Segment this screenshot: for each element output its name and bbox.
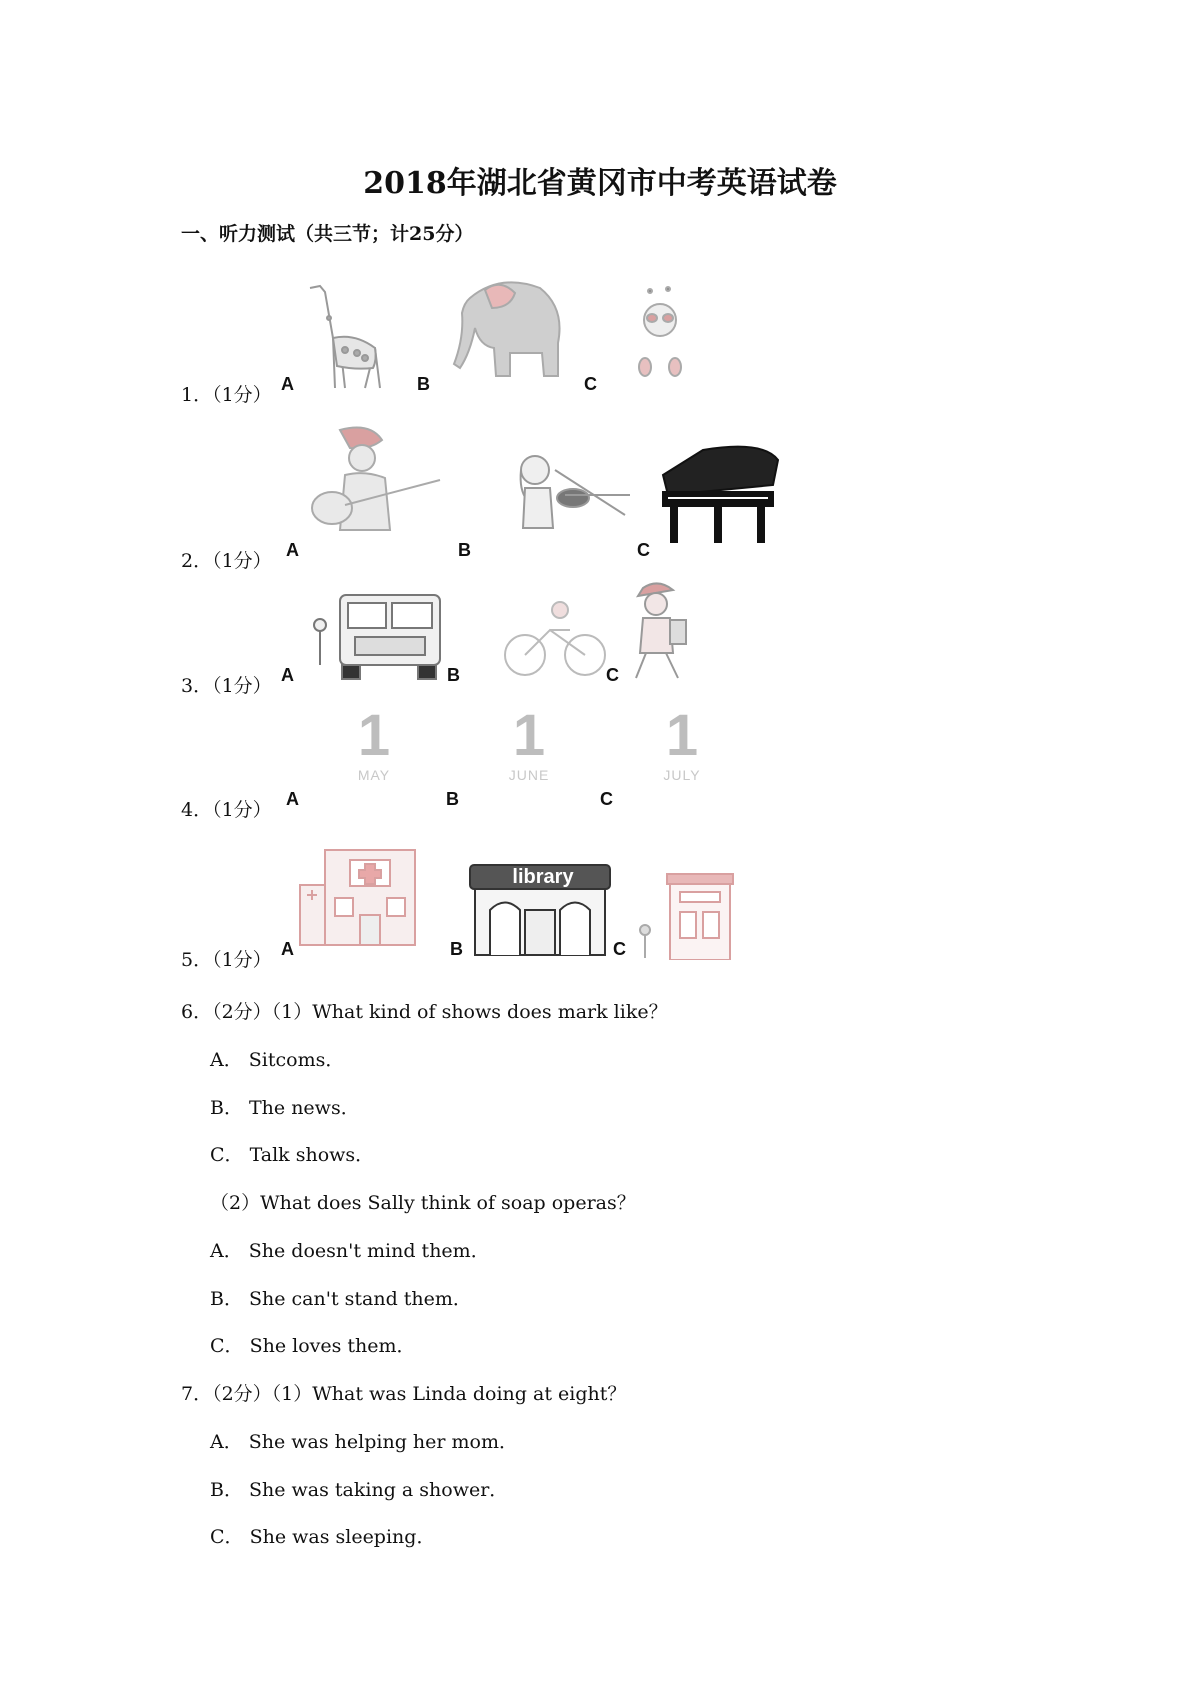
- q1-option-c: C: [584, 374, 597, 394]
- elephant-picture: [440, 268, 570, 383]
- calendar-june: [485, 705, 573, 795]
- calendar-june-day: 1: [512, 703, 546, 768]
- question-2-number: 2．（1分）: [181, 550, 272, 572]
- q1-option-a: A: [281, 374, 294, 394]
- q7-part1-option-c: C． She was sleeping．: [210, 1526, 436, 1548]
- question-5-number: 5．（1分）: [181, 949, 272, 971]
- q4-option-b: B: [446, 789, 459, 809]
- question-3-number: 3．（1分）: [181, 675, 272, 697]
- q6-part2-option-b: B． She can't stand them．: [210, 1288, 472, 1310]
- q6-part2-option-a: A． She doesn't mind them．: [210, 1240, 490, 1262]
- q4-option-a: A: [286, 789, 299, 809]
- calendar-may-day: 1: [357, 703, 391, 768]
- q6-part2-question: （2）What does Sally think of soap operas？: [210, 1192, 636, 1214]
- hospital-picture: [295, 840, 445, 955]
- q2-option-c: C: [637, 540, 650, 560]
- question-7-header: 7．（2分）（1）What was Linda doing at eight？: [181, 1383, 627, 1405]
- q5-option-c: C: [613, 939, 626, 959]
- q2-option-b: B: [458, 540, 471, 560]
- q7-part1-option-b: B． She was taking a shower．: [210, 1479, 509, 1501]
- section-heading: 一、听力测试（共三节；计25分）: [181, 223, 474, 245]
- bicycle-picture: [500, 595, 610, 685]
- piano-picture: [653, 440, 783, 550]
- q6-part2-option-c: C． She loves them．: [210, 1335, 416, 1357]
- q3-option-b: B: [447, 665, 460, 685]
- q5-option-a: A: [281, 939, 294, 959]
- q6-part1-option-c: C． Talk shows．: [210, 1144, 375, 1166]
- calendar-june-month: JUNE: [508, 767, 550, 783]
- panda-picture: [630, 285, 690, 385]
- q5-option-b: B: [450, 939, 463, 959]
- q3-option-a: A: [281, 665, 294, 685]
- question-4-number: 4．（1分）: [181, 799, 272, 821]
- calendar-july-month: JULY: [663, 767, 701, 783]
- calendar-may: [330, 705, 418, 795]
- q3-option-c: C: [606, 665, 619, 685]
- guitar-player-picture: [290, 420, 450, 540]
- q1-option-b: B: [417, 374, 430, 394]
- question-1-number: 1．（1分）: [181, 384, 272, 406]
- walking-boy-picture: [618, 578, 698, 688]
- calendar-july: [638, 705, 726, 795]
- q6-part1-option-b: B． The news．: [210, 1097, 360, 1119]
- calendar-july-day: 1: [665, 703, 699, 768]
- post-office-picture: [625, 870, 735, 960]
- question-6-header: 6．（2分）（1）What kind of shows does mark like？: [181, 1001, 668, 1023]
- page-title: 2018年湖北省黄冈市中考英语试卷: [363, 166, 837, 201]
- calendar-may-month: MAY: [357, 767, 391, 783]
- q2-option-a: A: [286, 540, 299, 560]
- library-picture: [465, 860, 615, 960]
- giraffe-picture: [285, 278, 405, 393]
- library-sign-text: library: [512, 866, 574, 888]
- q7-part1-option-a: A． She was helping her mom．: [210, 1431, 518, 1453]
- bus-picture: [300, 585, 450, 685]
- q6-part1-option-a: A． Sitcoms．: [210, 1049, 345, 1071]
- q4-option-c: C: [600, 789, 613, 809]
- violin-player-picture: [505, 440, 635, 530]
